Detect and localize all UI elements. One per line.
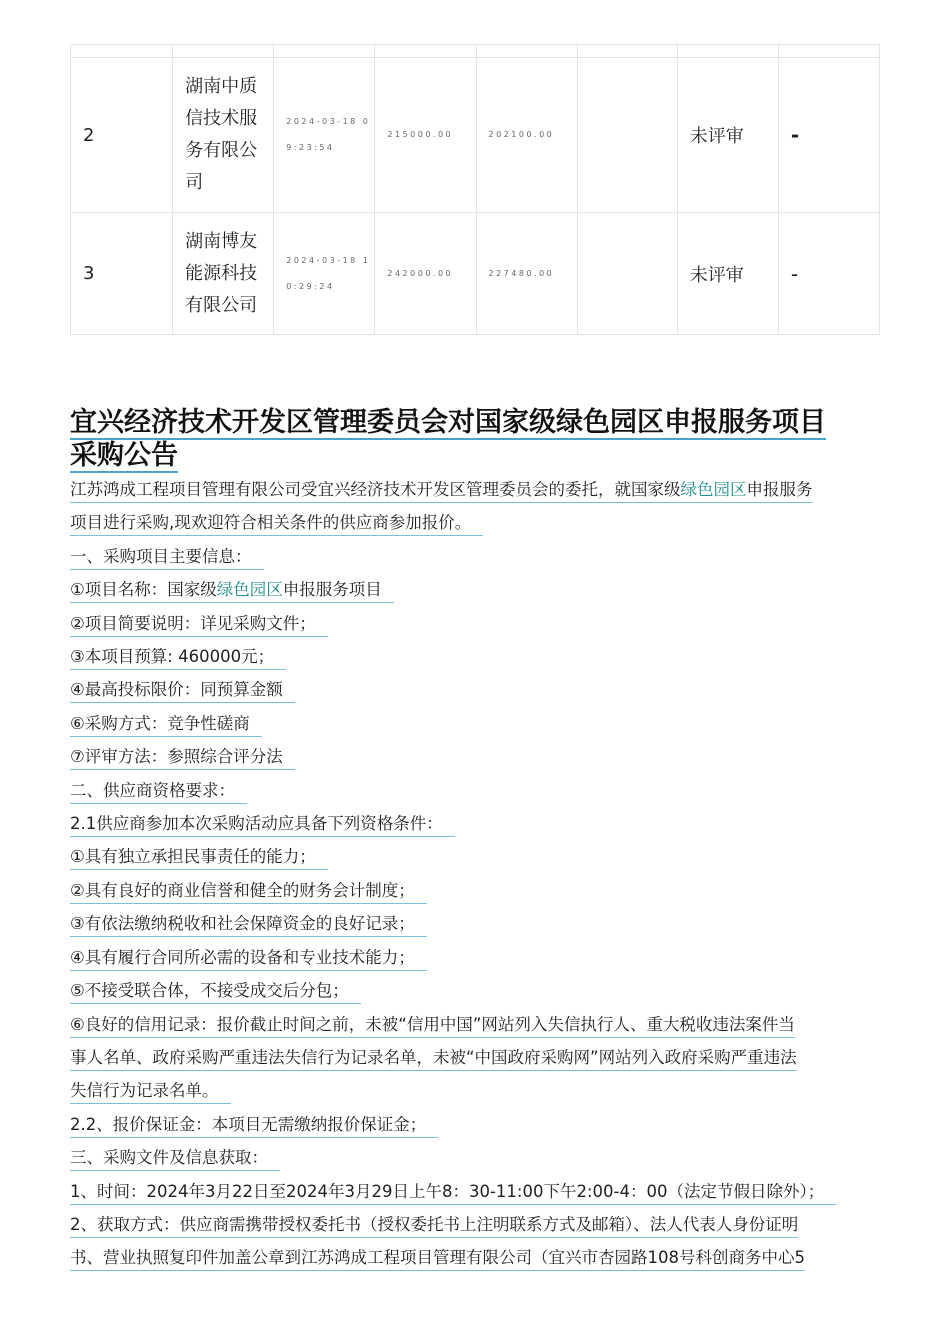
announcement-title [70,406,882,472]
obtain-method-line-1: 2、获取方式：供应商需携带授权委托书（授权委托书上注明联系方式及邮箱）、法人代表人身份证明 [70,1208,882,1241]
item-tail: 申报服务项目 [282,580,382,600]
intro-text-tail: 申报服务 [746,480,813,499]
section-3-heading: 三、采购文件及信息获取： [70,1141,882,1174]
review-status: 未评审 [689,126,744,147]
review-result: - [790,123,800,147]
bid-table [70,44,880,335]
item-review-method: ⑦评审方法：参照综合评分法 [70,740,882,773]
item-max-price: ④最高投标限价：同预算金额 [70,673,882,706]
company-name: 湖南中质信技术服务有限公司 [185,76,258,193]
item-budget: ③本项目预算: 460000元； [70,640,882,673]
title-line-1: 宜兴经济技术开发区管理委员会对国家级绿色园区申报服务项目 [70,407,826,438]
intro-line-1 [70,473,882,506]
req-2: ②具有良好的商业信誉和健全的财务会计制度； [70,874,882,907]
req-6-line-2: 事人名单、政府采购严重违法失信行为记录名单，未被“中国政府采购网”网站列入政府采购严重违法 [70,1041,882,1074]
quote-price: 215000.00 [387,130,454,139]
final-price: 202100.00 [488,130,555,139]
row-index: 2 [83,124,95,146]
req-1: ①具有独立承担民事责任的能力； [70,840,882,873]
review-result: - [790,261,799,286]
announcement-body [70,473,882,1275]
green-park-link[interactable]: 绿色园区 [216,580,283,600]
table-row [71,58,880,213]
table-row [71,213,880,335]
row-index: 3 [83,263,95,284]
title-line-2: 采购公告 [70,440,178,471]
submit-time: 2024-03-18 09:23:54 [286,117,371,152]
obtain-time: 1、时间：2024年3月22日至2024年3月29日上午8：30-11:00下午2:00-4：00（法定节假日除外）； [70,1175,882,1208]
subsection-2-2: 2.2、报价保证金：本项目无需缴纳报价保证金； [70,1108,882,1141]
green-park-link[interactable]: 绿色园区 [680,480,747,499]
submit-time: 2024-03-18 10:29:24 [286,255,371,291]
item-project-name [70,573,882,606]
req-5: ⑤不接受联合体，不接受成交后分包； [70,974,882,1007]
review-status: 未评审 [689,264,744,286]
quote-price: 242000.00 [387,268,454,278]
empty-cell [577,58,677,213]
item-label: ①项目名称：国家级 [70,580,217,600]
req-6-line-3: 失信行为记录名单。 [70,1074,882,1107]
item-procurement-method: ⑥采购方式：竞争性磋商 [70,707,882,740]
final-price: 227480.00 [488,268,555,278]
bid-table-container [70,44,880,335]
item-project-desc: ②项目简要说明：详见采购文件； [70,607,882,640]
empty-cell [577,213,677,335]
table-row-partial [71,45,880,58]
intro-text: 江苏鸿成工程项目管理有限公司受宜兴经济技术开发区管理委员会的委托，就国家级 [70,480,681,499]
section-1-heading: 一、采购项目主要信息： [70,540,882,573]
req-6-line-1: ⑥良好的信用记录：报价截止时间之前，未被“信用中国”网站列入失信执行人、重大税收违法案件当 [70,1008,882,1041]
req-3: ③有依法缴纳税收和社会保障资金的良好记录； [70,907,882,940]
subsection-2-1: 2.1供应商参加本次采购活动应具备下列资格条件： [70,807,882,840]
obtain-method-line-2: 书、营业执照复印件加盖公章到江苏鸿成工程项目管理有限公司（宜兴市杏园路108号科创商务中心5 [70,1241,882,1274]
company-name: 湖南博友能源科技有限公司 [185,230,258,316]
intro-line-2: 项目进行采购,现欢迎符合相关条件的供应商参加报价。 [70,506,882,539]
section-2-heading: 二、供应商资格要求： [70,774,882,807]
req-4: ④具有履行合同所必需的设备和专业技术能力； [70,941,882,974]
